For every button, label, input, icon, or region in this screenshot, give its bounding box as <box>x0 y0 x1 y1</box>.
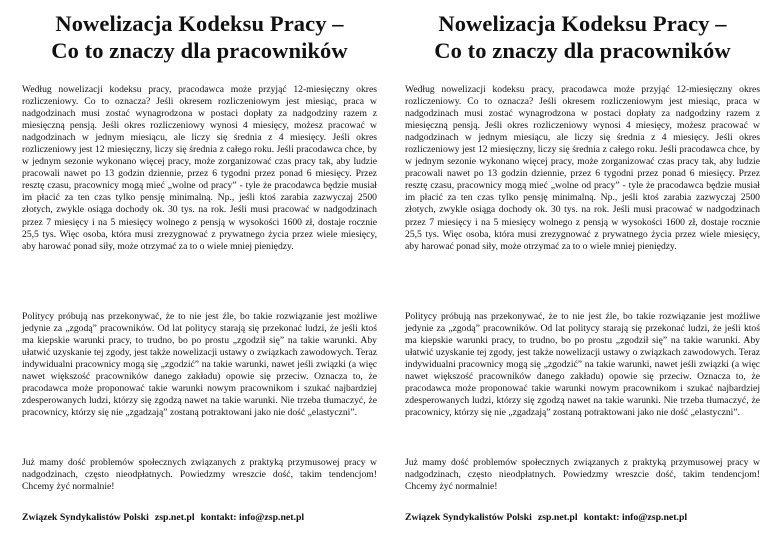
paragraph-overtime: Według nowelizacji kodeksu pracy, pracodawca może przyjąć 12-miesięczny okres rozliczeniowy. Co to oznacza? Jeśli okresem rozliczeniowym jest miesiąc, praca w nadgodzinach musi zostać wynagrodzona w postaci dopłaty za nadgodziny razem z miesięczną pensją. Jeśli okres rozliczeniowy wynosi 4 miesięcy, możesz pracować w nadgodzinach w jednym miesiącu, ale liczy się średnia z 4 miesięcy. Jeśli okres rozliczeniowy jest 12 miesięczny, liczy się średnia z całego roku. Jeśli pracodawca chce, by w jednym sezonie wykonano więcej pracy, może zorganizować czas pracy tak, aby ludzie pracowali nawet po 13 godzin dziennie, przez 6 tygodni przez ponad 6 miesięcy. Przez resztę czasu, pracownicy mogą mieć „wolne od pracy” - tyle że pracodawca będzie musiał im płacić za ten czas tylko pensję minimalną. Np., jeśli ktoś zarabia zazwyczaj 2500 złotych, zwykle osiąga dochody ok. 30 tys. na rok. Jeśli musi pracować w nadgodzinach przez 7 miesięcy i na 5 miesięcy wolnego z pensją w wysokości 1600 zł, dostaje rocznie 25,5 tys. Więc osoba, która musi zrezygnować z prywatnego życia przez wiele miesięcy, aby harować ponad siły, może otrzymać za to o wiele mniej pieniędzy. <box>405 84 760 252</box>
paragraph-consent: Politycy próbują nas przekonywać, że to nie jest źle, bo takie rozwiązanie jest możliwe jedynie za „zgodą” pracowników. Od lat politycy starają się przekonać ludzi, że jeśli ktoś ma kiepskie warunki pracy, to trudno, bo po prostu „zgodził się” na takie warunki. Aby ułatwić uzyskanie tej zgody, jest także nowelizacji ustawy o związkach zawodowych. Teraz indywidualni pracownicy mogą się „zgodzić” na takie warunki, nawet jeśli związki (a więc nawet większość pracowników danego zakładu) opowie się przeciw. Oznacza to, że pracodawca może proponować takie warunki nowym pracownikom i szukać najbardziej zdesperowanych ludzi, którzy się zgodzą nawet na takie warunki. Nie trzeba tłumaczyć, że pracownicy, którzy się nie „zgadzają” zostaną potraktowani jako nie dość „elastyczni”. <box>22 311 377 419</box>
footer-organization: Związek Syndykalistów Polski <box>405 512 532 523</box>
footer-website: zsp.net.pl <box>537 512 578 523</box>
leaflet-column-right <box>405 0 760 543</box>
footer-contact: kontakt: info@zsp.net.pl <box>583 512 688 523</box>
footer <box>22 512 377 524</box>
footer <box>405 512 760 524</box>
paragraph-call-to-action: Już mamy dość problemów społecznych związanych z praktyką przymusowej pracy w nadgodzinach, często nieodpłatnych. Powiedzmy wreszcie dość, takim tendencjom! Chcemy żyć normalnie! <box>22 457 377 493</box>
leaflet-title <box>22 10 377 64</box>
footer-contact: kontakt: info@zsp.net.pl <box>200 512 305 523</box>
footer-website: zsp.net.pl <box>154 512 195 523</box>
footer-organization: Związek Syndykalistów Polski <box>22 512 149 523</box>
paragraph-consent: Politycy próbują nas przekonywać, że to nie jest źle, bo takie rozwiązanie jest możliwe jedynie za „zgodą” pracowników. Od lat politycy starają się przekonać ludzi, że jeśli ktoś ma kiepskie warunki pracy, to trudno, bo po prostu „zgodził się” na takie warunki. Aby ułatwić uzyskanie tej zgody, jest także nowelizacji ustawy o związkach zawodowych. Teraz indywidualni pracownicy mogą się „zgodzić” na takie warunki, nawet jeśli związki (a więc nawet większość pracowników danego zakładu) opowie się przeciw. Oznacza to, że pracodawca może proponować takie warunki nowym pracownikom i szukać najbardziej zdesperowanych ludzi, którzy się zgodzą nawet na takie warunki. Nie trzeba tłumaczyć, że pracownicy, którzy się nie „zgadzają” zostaną potraktowani jako nie dość „elastyczni”. <box>405 311 760 419</box>
leaflet-column-left <box>22 0 377 543</box>
paragraph-call-to-action: Już mamy dość problemów społecznych związanych z praktyką przymusowej pracy w nadgodzinach, często nieodpłatnych. Powiedzmy wreszcie dość, takim tendencjom! Chcemy żyć normalnie! <box>405 457 760 493</box>
paragraph-overtime: Według nowelizacji kodeksu pracy, pracodawca może przyjąć 12-miesięczny okres rozliczeniowy. Co to oznacza? Jeśli okresem rozliczeniowym jest miesiąc, praca w nadgodzinach musi zostać wynagrodzona w postaci dopłaty za nadgodziny razem z miesięczną pensją. Jeśli okres rozliczeniowy wynosi 4 miesięcy, możesz pracować w nadgodzinach w jednym miesiącu, ale liczy się średnia z 4 miesięcy. Jeśli okres rozliczeniowy jest 12 miesięczny, liczy się średnia z całego roku. Jeśli pracodawca chce, by w jednym sezonie wykonano więcej pracy, może zorganizować czas pracy tak, aby ludzie pracowali nawet po 13 godzin dziennie, przez 6 tygodni przez ponad 6 miesięcy. Przez resztę czasu, pracownicy mogą mieć „wolne od pracy” - tyle że pracodawca będzie musiał im płacić za ten czas tylko pensję minimalną. Np., jeśli ktoś zarabia zazwyczaj 2500 złotych, zwykle osiąga dochody ok. 30 tys. na rok. Jeśli musi pracować w nadgodzinach przez 7 miesięcy i na 5 miesięcy wolnego z pensją w wysokości 1600 zł, dostaje rocznie 25,5 tys. Więc osoba, która musi zrezygnować z prywatnego życia przez wiele miesięcy, aby harować ponad siły, może otrzymać za to o wiele mniej pieniędzy. <box>22 84 377 252</box>
title-line-1: Nowelizacja Kodeksu Pracy – <box>55 11 344 36</box>
leaflet-title <box>405 10 760 64</box>
title-line-1: Nowelizacja Kodeksu Pracy – <box>438 11 727 36</box>
title-line-2: Co to znaczy dla pracowników <box>434 38 731 63</box>
title-line-2: Co to znaczy dla pracowników <box>51 38 348 63</box>
